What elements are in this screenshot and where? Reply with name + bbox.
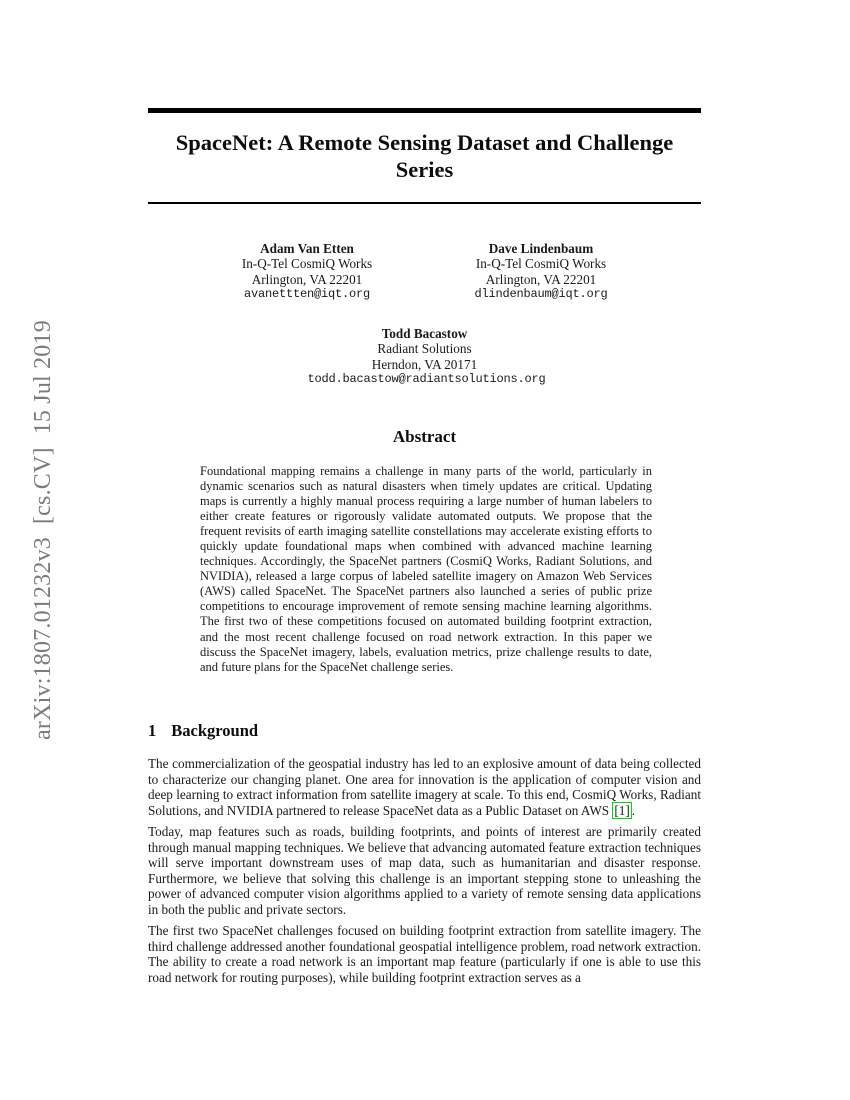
author-email: dlindenbaum@iqt.org [474, 287, 608, 302]
title-rule-bottom [148, 202, 701, 204]
abstract-heading: Abstract [392, 427, 457, 446]
abstract-text: Foundational mapping remains a challenge in many parts of the world, particularly in dynamic scenarios such as natural disasters when timely updates are critical. Updating maps is currently a highly manual process requiring a large number of human labelers to either create features or rigorously validate automated outputs. We propose that the frequent revisits of earth imaging satellite constellations may accelerate existing efforts to quickly update foundational maps when combined with advanced machine learning techniques. Accordingly, the SpaceNet partners (CosmiQ Works, Radiant Solutions, and NVIDIA), released a large corpus of labeled satellite imagery on Amazon Web Services (AWS) called SpaceNet. The SpaceNet partners also launched a series of public prize competitions to encourage improvement of remote sensing machine learning algorithms. The first two of these competitions focused on automated building footprint extraction, and the most recent challenge focused on road network extraction. In this paper we discuss the SpaceNet imagery, labels, evaluation metrics, prize challenge results to date, and future plans for the SpaceNet challenge series. [200, 464, 652, 674]
author-block-todd-bacastow [307, 326, 546, 388]
section-heading-background [148, 721, 701, 741]
author-affiliation: In-Q-Tel CosmiQ Works [241, 256, 373, 272]
title-rule-top [148, 108, 701, 113]
paper-title [148, 129, 701, 183]
arxiv-category: [cs.CV] [30, 447, 56, 525]
author-location: Herndon, VA 20171 [371, 356, 478, 372]
author-affiliation: In-Q-Tel CosmiQ Works [475, 256, 607, 272]
authors-row-2 [148, 326, 701, 388]
paragraph-1 [148, 756, 701, 818]
author-name: Adam Van Etten [260, 241, 354, 256]
section-body [148, 756, 701, 991]
authors-row-1 [190, 241, 658, 303]
citation-link-1[interactable]: [1] [614, 802, 630, 818]
author-name: Todd Bacastow [381, 326, 468, 341]
author-location: Arlington, VA 22201 [251, 271, 363, 287]
paragraph-text: The commercialization of the geospatial industry has led to an explosive amount of data being collected to characterize our changing planet. One area for innovation is the application of computer vision and deep learning to extract information from satellite imagery at scale. To this end, CosmiQ Works, Radiant Solutions, and NVIDIA partnered to release SpaceNet data as a Public Dataset on AWS [148, 756, 701, 818]
paper-title-line1: SpaceNet: A Remote Sensing Dataset and Challenge [175, 130, 674, 155]
paper-title-line2: Series [395, 157, 454, 182]
arxiv-date: 15 Jul 2019 [30, 320, 56, 435]
paragraph-text: . [631, 802, 636, 818]
author-affiliation: Radiant Solutions [377, 341, 472, 357]
author-block-dave-lindenbaum [424, 241, 658, 303]
section-number: 1 [148, 721, 157, 740]
author-block-adam-van-etten [190, 241, 424, 303]
paragraph-3: The first two SpaceNet challenges focused on building footprint extraction from satellite imagery. The third challenge addressed another foundational geospatial intelligence problem, road network extraction. The ability to create a road network is an important map feature (particularly if one is able to use this road network for routing purposes), while building footprint extraction serves as a [148, 923, 701, 985]
author-location: Arlington, VA 22201 [485, 271, 597, 287]
arxiv-id: arXiv:1807.01232v3 [30, 537, 56, 740]
author-name: Dave Lindenbaum [488, 241, 594, 256]
author-email: todd.bacastow@radiantsolutions.org [307, 372, 546, 387]
section-title: Background [171, 721, 259, 740]
author-email: avanettten@iqt.org [243, 287, 371, 302]
arxiv-watermark [30, 275, 56, 785]
paragraph-2: Today, map features such as roads, building footprints, and points of interest are primarily created through manual mapping techniques. We believe that advancing automated feature extraction techniques will serve important downstream uses of map data, such as humanitarian and disaster response. Furthermore, we believe that solving this challenge is an important stepping stone to unleashing the power of advanced computer vision algorithms applied to a variety of remote sensing data applications in both the public and private sectors. [148, 824, 701, 917]
